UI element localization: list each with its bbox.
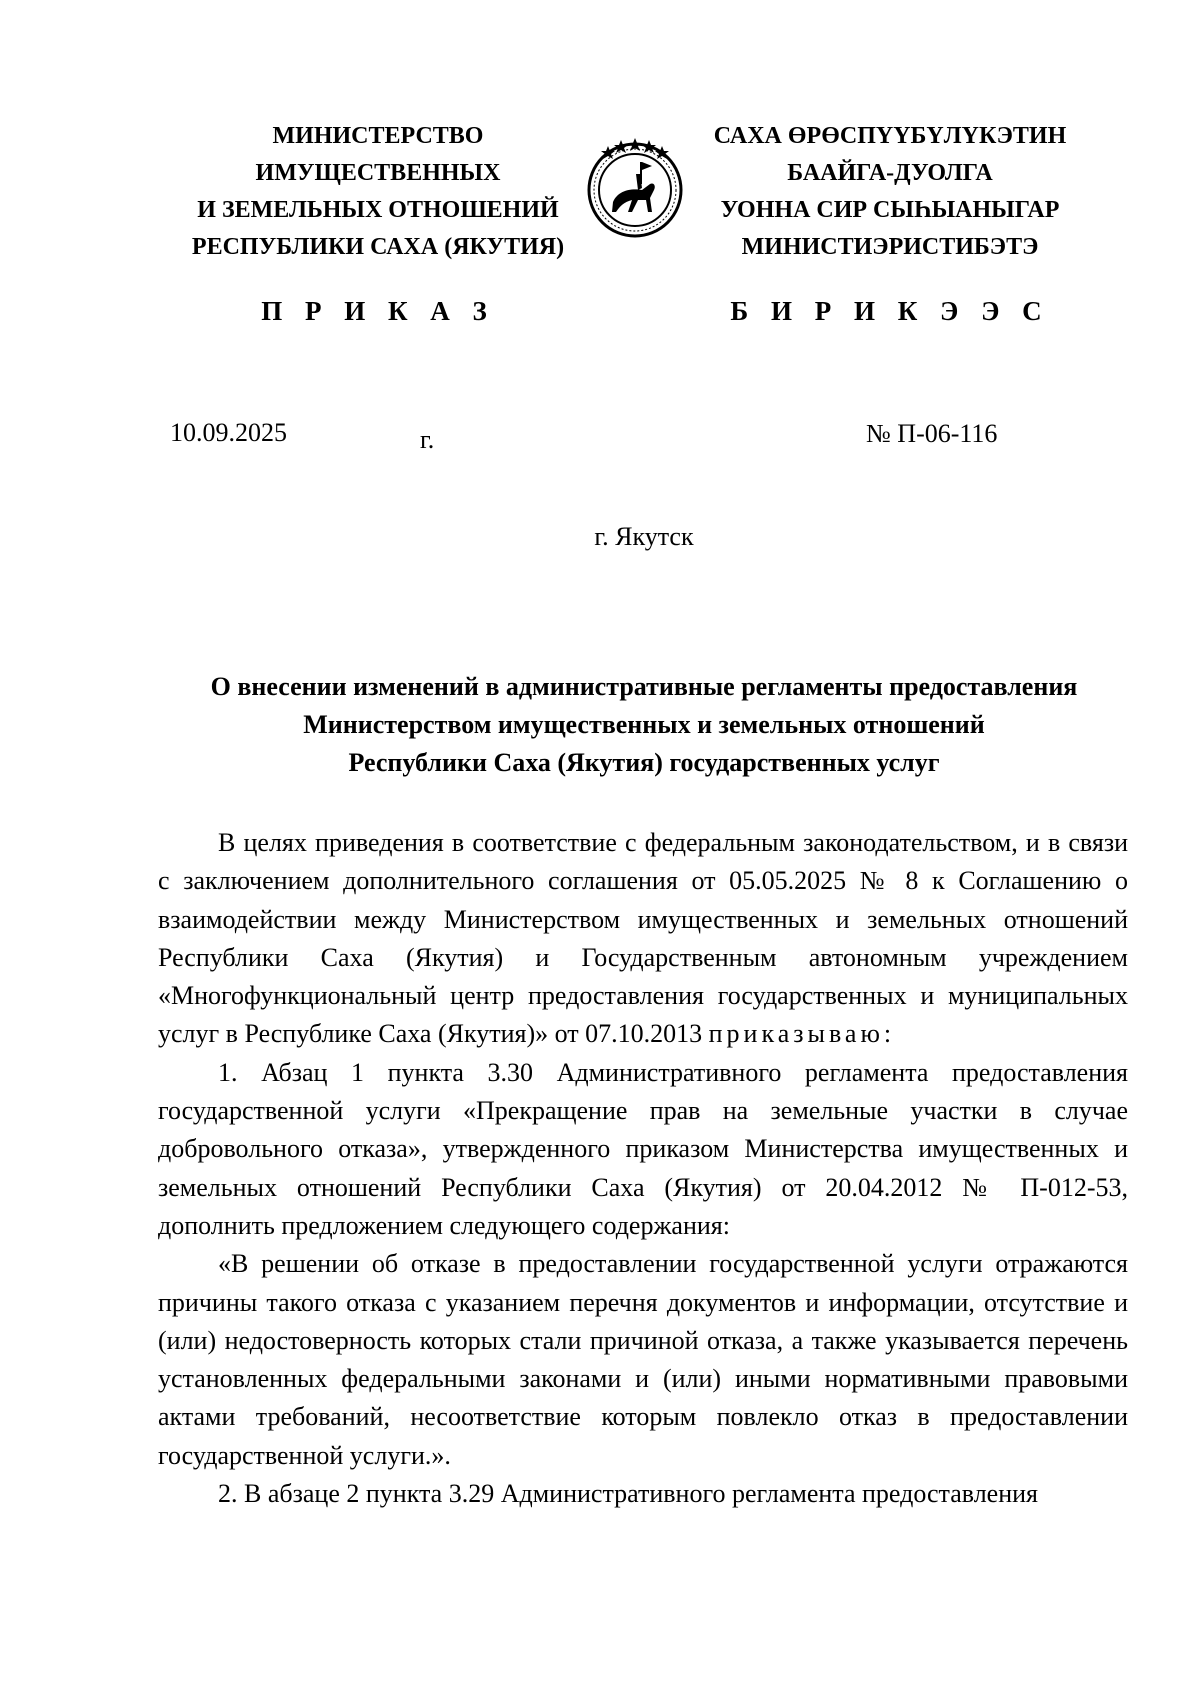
document-body <box>158 824 1128 1513</box>
ministry-name-line: САХА ӨРӨСПҮҮБҮЛҮКЭТИН <box>713 123 1067 149</box>
ministry-name-yakut <box>690 118 1090 266</box>
ministry-name-russian <box>178 118 578 266</box>
document-title-line: Республики Саха (Якутия) государственных услуг <box>348 748 940 777</box>
ministry-name-line: БААЙГА-ДУОЛГА <box>787 160 993 186</box>
ministry-name-line: МИНИСТИЭРИСТИБЭТЭ <box>741 234 1039 260</box>
city-name: г. Якутск <box>594 522 694 551</box>
order-title-russian: П Р И К А З <box>261 296 495 326</box>
item-1-paragraph: 1. Абзац 1 пункта 3.30 Административного регламента предоставления государственной услуги «Прекращение прав на земельные участки в случае добровольного отказа», утвержденного приказом Министерства имущественных и земельных отношений Республики Саха (Якутия) от 20.04.2012 № П-012-53, дополнить предложением следующего содержания: <box>158 1057 1128 1240</box>
document-title <box>158 668 1130 782</box>
order-date: 10.09.2025 <box>170 418 287 447</box>
ministry-name-line: И ЗЕМЕЛЬНЫХ ОТНОШЕНИЙ <box>197 197 559 223</box>
order-year-suffix: г. <box>420 425 435 454</box>
ministry-name-line: РЕСПУБЛИКИ САХА (ЯКУТИЯ) <box>191 234 565 260</box>
item-2-paragraph: 2. В абзаце 2 пункта 3.29 Административного регламента предоставления <box>218 1479 1038 1509</box>
order-number: № П-06-116 <box>866 419 998 448</box>
document-title-line: Министерством имущественных и земельных отношений <box>303 710 985 739</box>
ministry-name-line: ИМУЩЕСТВЕННЫХ <box>255 160 501 186</box>
quoted-amendment-paragraph: «В решении об отказе в предоставлении государственной услуги отражаются причины такого отказа с указанием перечня документов и информации, отсутствие и (или) недостоверность которых стали причиной отказа, а также указывается перечень установленных федеральными законами и (или) иными нормативными правовыми актами требований, несоответствие которым повлекло отказ в предоставлении государственной услуги.». <box>158 1249 1128 1470</box>
ministry-name-line: МИНИСТЕРСТВО <box>272 123 484 149</box>
document-title-line: О внесении изменений в административные регламенты предоставления <box>210 672 1078 701</box>
order-title-yakut: Б И Р И К Э Э С <box>730 296 1050 326</box>
preamble-text: В целях приведения в соответствие с федеральным законодательством, и в связи с заключением дополнительного соглашения от 05.05.2025 № 8 к Соглашению о взаимодействии между Министерством имущественных и земельных отношений Республики Саха (Якутия) и Государственным автономным учреждением «Многофункциональный центр предоставления государственных и муниципальных услуг в Республике Саха (Якутия)» от 07.10.2013 <box>158 828 1128 1049</box>
order-directive: приказываю: <box>708 1019 896 1049</box>
preamble-paragraph <box>158 824 1128 1054</box>
ministry-name-line: УОННА СИР СЫҺЫАНЫГАР <box>720 197 1060 223</box>
republic-sakha-emblem-icon <box>580 132 690 242</box>
